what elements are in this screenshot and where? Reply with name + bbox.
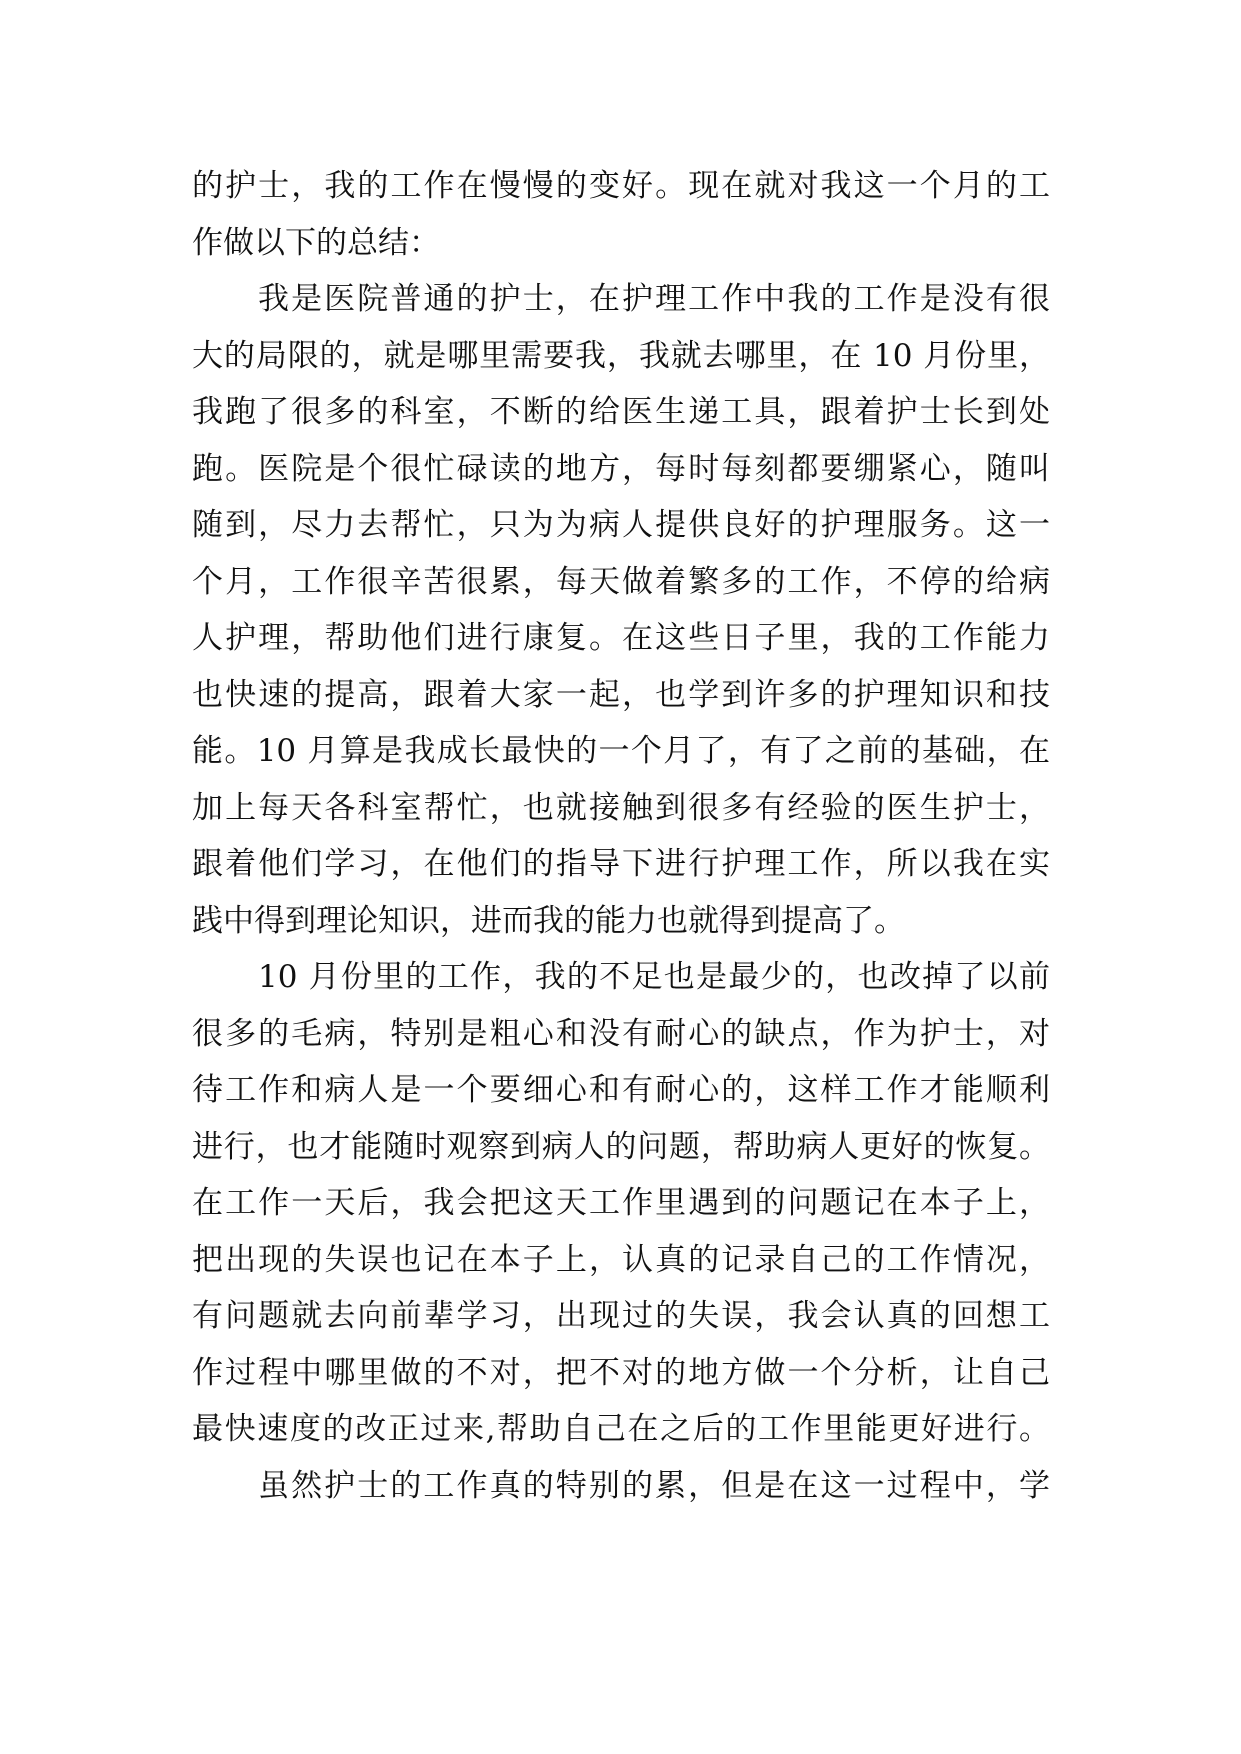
text-line: 有问题就去向前辈学习，出现过的失误，我会认真的回想工: [192, 1298, 1050, 1334]
text-line: 我是医院普通的护士，在护理工作中我的工作是没有很: [258, 281, 1050, 317]
text-line: 10 月份里的工作，我的不足也是最少的，也改掉了以前: [258, 959, 1050, 995]
text-line: 把出现的失误也记在本子上，认真的记录自己的工作情况，: [192, 1241, 1050, 1278]
text-line: 大的局限的，就是哪里需要我，我就去哪里，在 10 月份里，: [192, 337, 1050, 374]
text-line: 的护士，我的工作在慢慢的变好。现在就对我这一个月的工: [192, 168, 1050, 204]
text-line: 进行，也才能随时观察到病人的问题，帮助病人更好的恢复。: [192, 1128, 1050, 1165]
text-line: 很多的毛病，特别是粗心和没有耐心的缺点，作为护士，对: [192, 1015, 1050, 1052]
text-line: 随到，尽力去帮忙，只为为病人提供良好的护理服务。这一: [192, 507, 1050, 543]
text-line: 待工作和病人是一个要细心和有耐心的，这样工作才能顺利: [192, 1072, 1050, 1108]
text-line: 作过程中哪里做的不对，把不对的地方做一个分析，让自己: [192, 1354, 1050, 1391]
text-line: 在工作一天后，我会把这天工作里遇到的问题记在本子上，: [192, 1185, 1050, 1221]
text-line: 能。10 月算是我成长最快的一个月了，有了之前的基础，在: [192, 733, 1050, 769]
text-line: 跑。医院是个很忙碌读的地方，每时每刻都要绷紧心，随叫: [192, 450, 1050, 487]
text-line: 个月，工作很辛苦很累，每天做着繁多的工作，不停的给病: [192, 563, 1050, 600]
text-line: 加上每天各科室帮忙，也就接触到很多有经验的医生护士，: [192, 789, 1050, 826]
text-line: 作做以下的总结：: [192, 224, 440, 261]
text-line: 最快速度的改正过来,帮助自己在之后的工作里能更好进行。: [192, 1411, 1050, 1447]
text-line: 跟着他们学习，在他们的指导下进行护理工作，所以我在实: [192, 846, 1050, 882]
text-line: 我跑了很多的科室，不断的给医生递工具，跟着护士长到处: [192, 394, 1050, 430]
text-line: 践中得到理论知识，进而我的能力也就得到提高了。: [192, 902, 905, 939]
document-body-text: [192, 158, 1050, 1514]
text-line: 也快速的提高，跟着大家一起，也学到许多的护理知识和技: [192, 676, 1050, 713]
text-line: 人护理，帮助他们进行康复。在这些日子里，我的工作能力: [192, 620, 1050, 656]
text-line: 虽然护士的工作真的特别的累，但是在这一过程中，学: [258, 1467, 1050, 1504]
